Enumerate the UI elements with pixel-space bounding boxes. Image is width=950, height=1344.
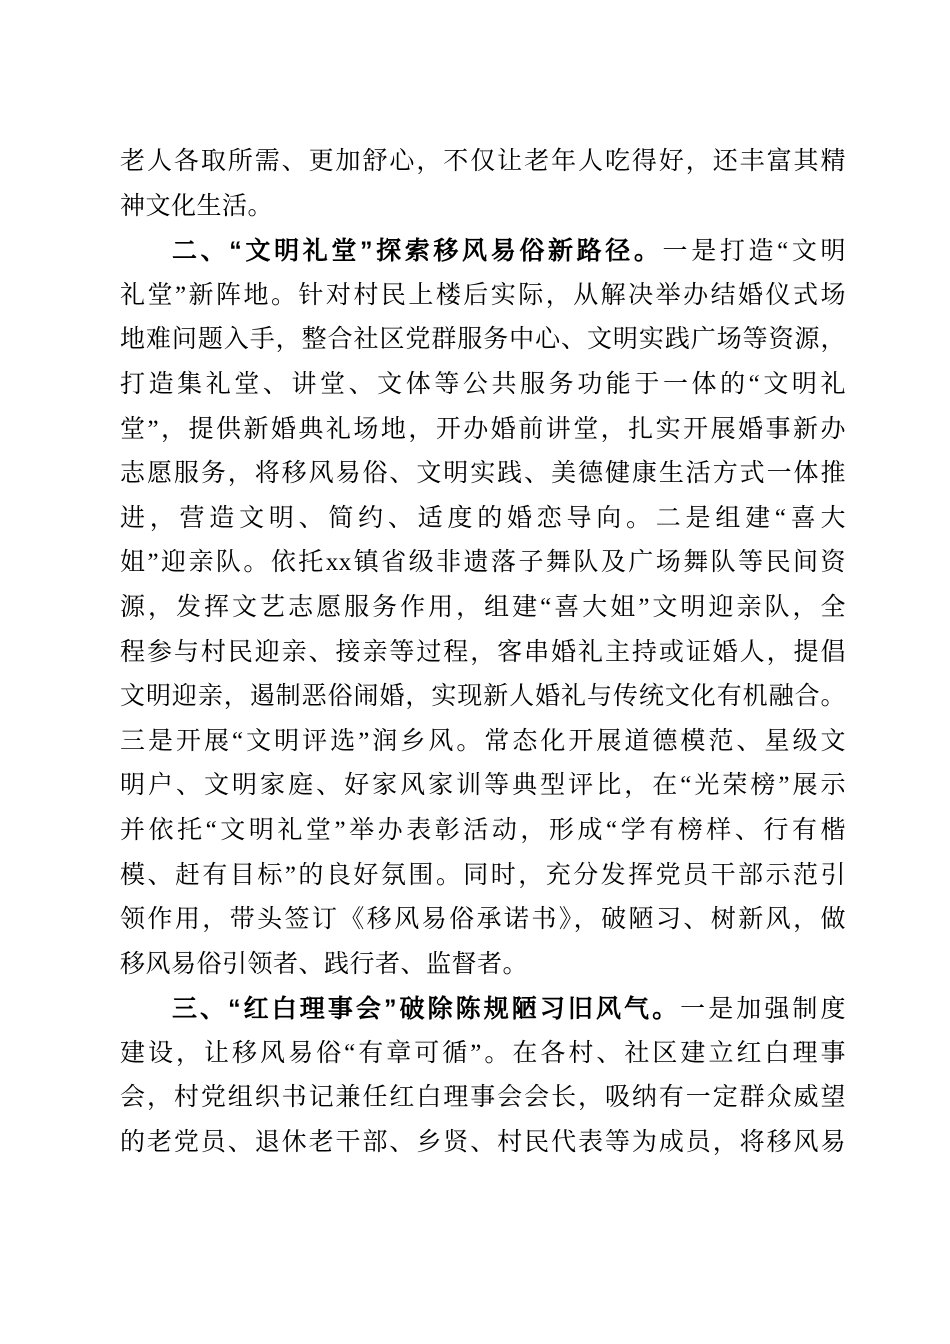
body-text: 志愿服务，将移风易俗、文明实践、美德健康生活方式一体推 — [120, 460, 846, 488]
text-line — [120, 274, 846, 319]
body-text: 姐”迎亲队。依托xx镇省级非遗落子舞队及广场舞队等民间资 — [120, 549, 846, 577]
text-line — [120, 408, 846, 453]
body-text: 会，村党组织书记兼任红白理事会会长，吸纳有一定群众威望 — [120, 1084, 846, 1112]
text-line — [120, 987, 846, 1032]
body-text: 明户、文明家庭、好家风家训等典型评比，在“光荣榜”展示 — [120, 772, 846, 800]
text-line — [120, 764, 846, 809]
text-line — [120, 631, 846, 676]
body-text: 领作用，带头签订《移风易俗承诺书》，破陋习、树新风，做 — [120, 906, 846, 934]
body-text: 堂”，提供新婚典礼场地，开办婚前讲堂，扎实开展婚事新办 — [120, 415, 846, 443]
text-line — [120, 541, 846, 586]
text-line — [120, 229, 846, 274]
text-line — [120, 1032, 846, 1077]
body-text: 建设，让移风易俗“有章可循”。在各村、社区建立红白理事 — [120, 1039, 846, 1067]
text-line — [120, 854, 846, 899]
body-text: 并依托“文明礼堂”举办表彰活动，形成“学有榜样、行有楷 — [120, 816, 846, 844]
body-text: 的老党员、退休老干部、乡贤、村民代表等为成员，将移风易 — [120, 1129, 846, 1157]
body-text: 进，营造文明、简约、适度的婚恋导向。二是组建“喜大 — [120, 504, 846, 532]
document-text-block — [120, 140, 846, 1166]
body-text: 移风易俗引领者、践行者、监督者。 — [120, 950, 529, 978]
text-line — [120, 943, 846, 988]
body-text: 程参与村民迎亲、接亲等过程，客串婚礼主持或证婚人，提倡 — [120, 638, 846, 666]
body-text: 地难问题入手，整合社区党群服务中心、文明实践广场等资源， — [120, 326, 846, 354]
body-text: 文明迎亲，遏制恶俗闹婚，实现新人婚礼与传统文化有机融合。 — [120, 683, 846, 711]
body-text: 老人各取所需、更加舒心，不仅让老年人吃得好，还丰富其精 — [120, 148, 846, 175]
body-text: 模、赶有目标”的良好氛围。同时，充分发挥党员干部示范引 — [120, 861, 846, 889]
text-line — [120, 1076, 846, 1121]
text-line — [120, 185, 846, 230]
text-line — [120, 497, 846, 542]
text-line — [120, 318, 846, 363]
heading-text: 二、“文明礼堂”探索移风易俗新路径。 — [172, 237, 663, 266]
text-line — [120, 898, 846, 943]
text-line — [120, 720, 846, 765]
body-text: 一是打造“文明 — [662, 238, 846, 266]
text-line — [120, 140, 846, 185]
body-text: 三是开展“文明评选”润乡风。常态化开展道德模范、星级文 — [120, 727, 846, 755]
body-text: 神文化生活。 — [120, 192, 274, 220]
body-text: 一是加强制度 — [680, 996, 846, 1024]
text-line — [120, 809, 846, 854]
text-line — [120, 1121, 846, 1166]
body-text: 打造集礼堂、讲堂、文体等公共服务功能于一体的“文明礼 — [120, 370, 846, 398]
text-line — [120, 675, 846, 720]
body-text: 礼堂”新阵地。针对村民上楼后实际，从解决举办结婚仪式场 — [120, 281, 846, 309]
text-line — [120, 452, 846, 497]
text-line — [120, 363, 846, 408]
heading-text: 三、“红白理事会”破除陈规陋习旧风气。 — [172, 995, 681, 1024]
text-line — [120, 586, 846, 631]
body-text: 源，发挥文艺志愿服务作用，组建“喜大姐”文明迎亲队，全 — [120, 593, 846, 621]
